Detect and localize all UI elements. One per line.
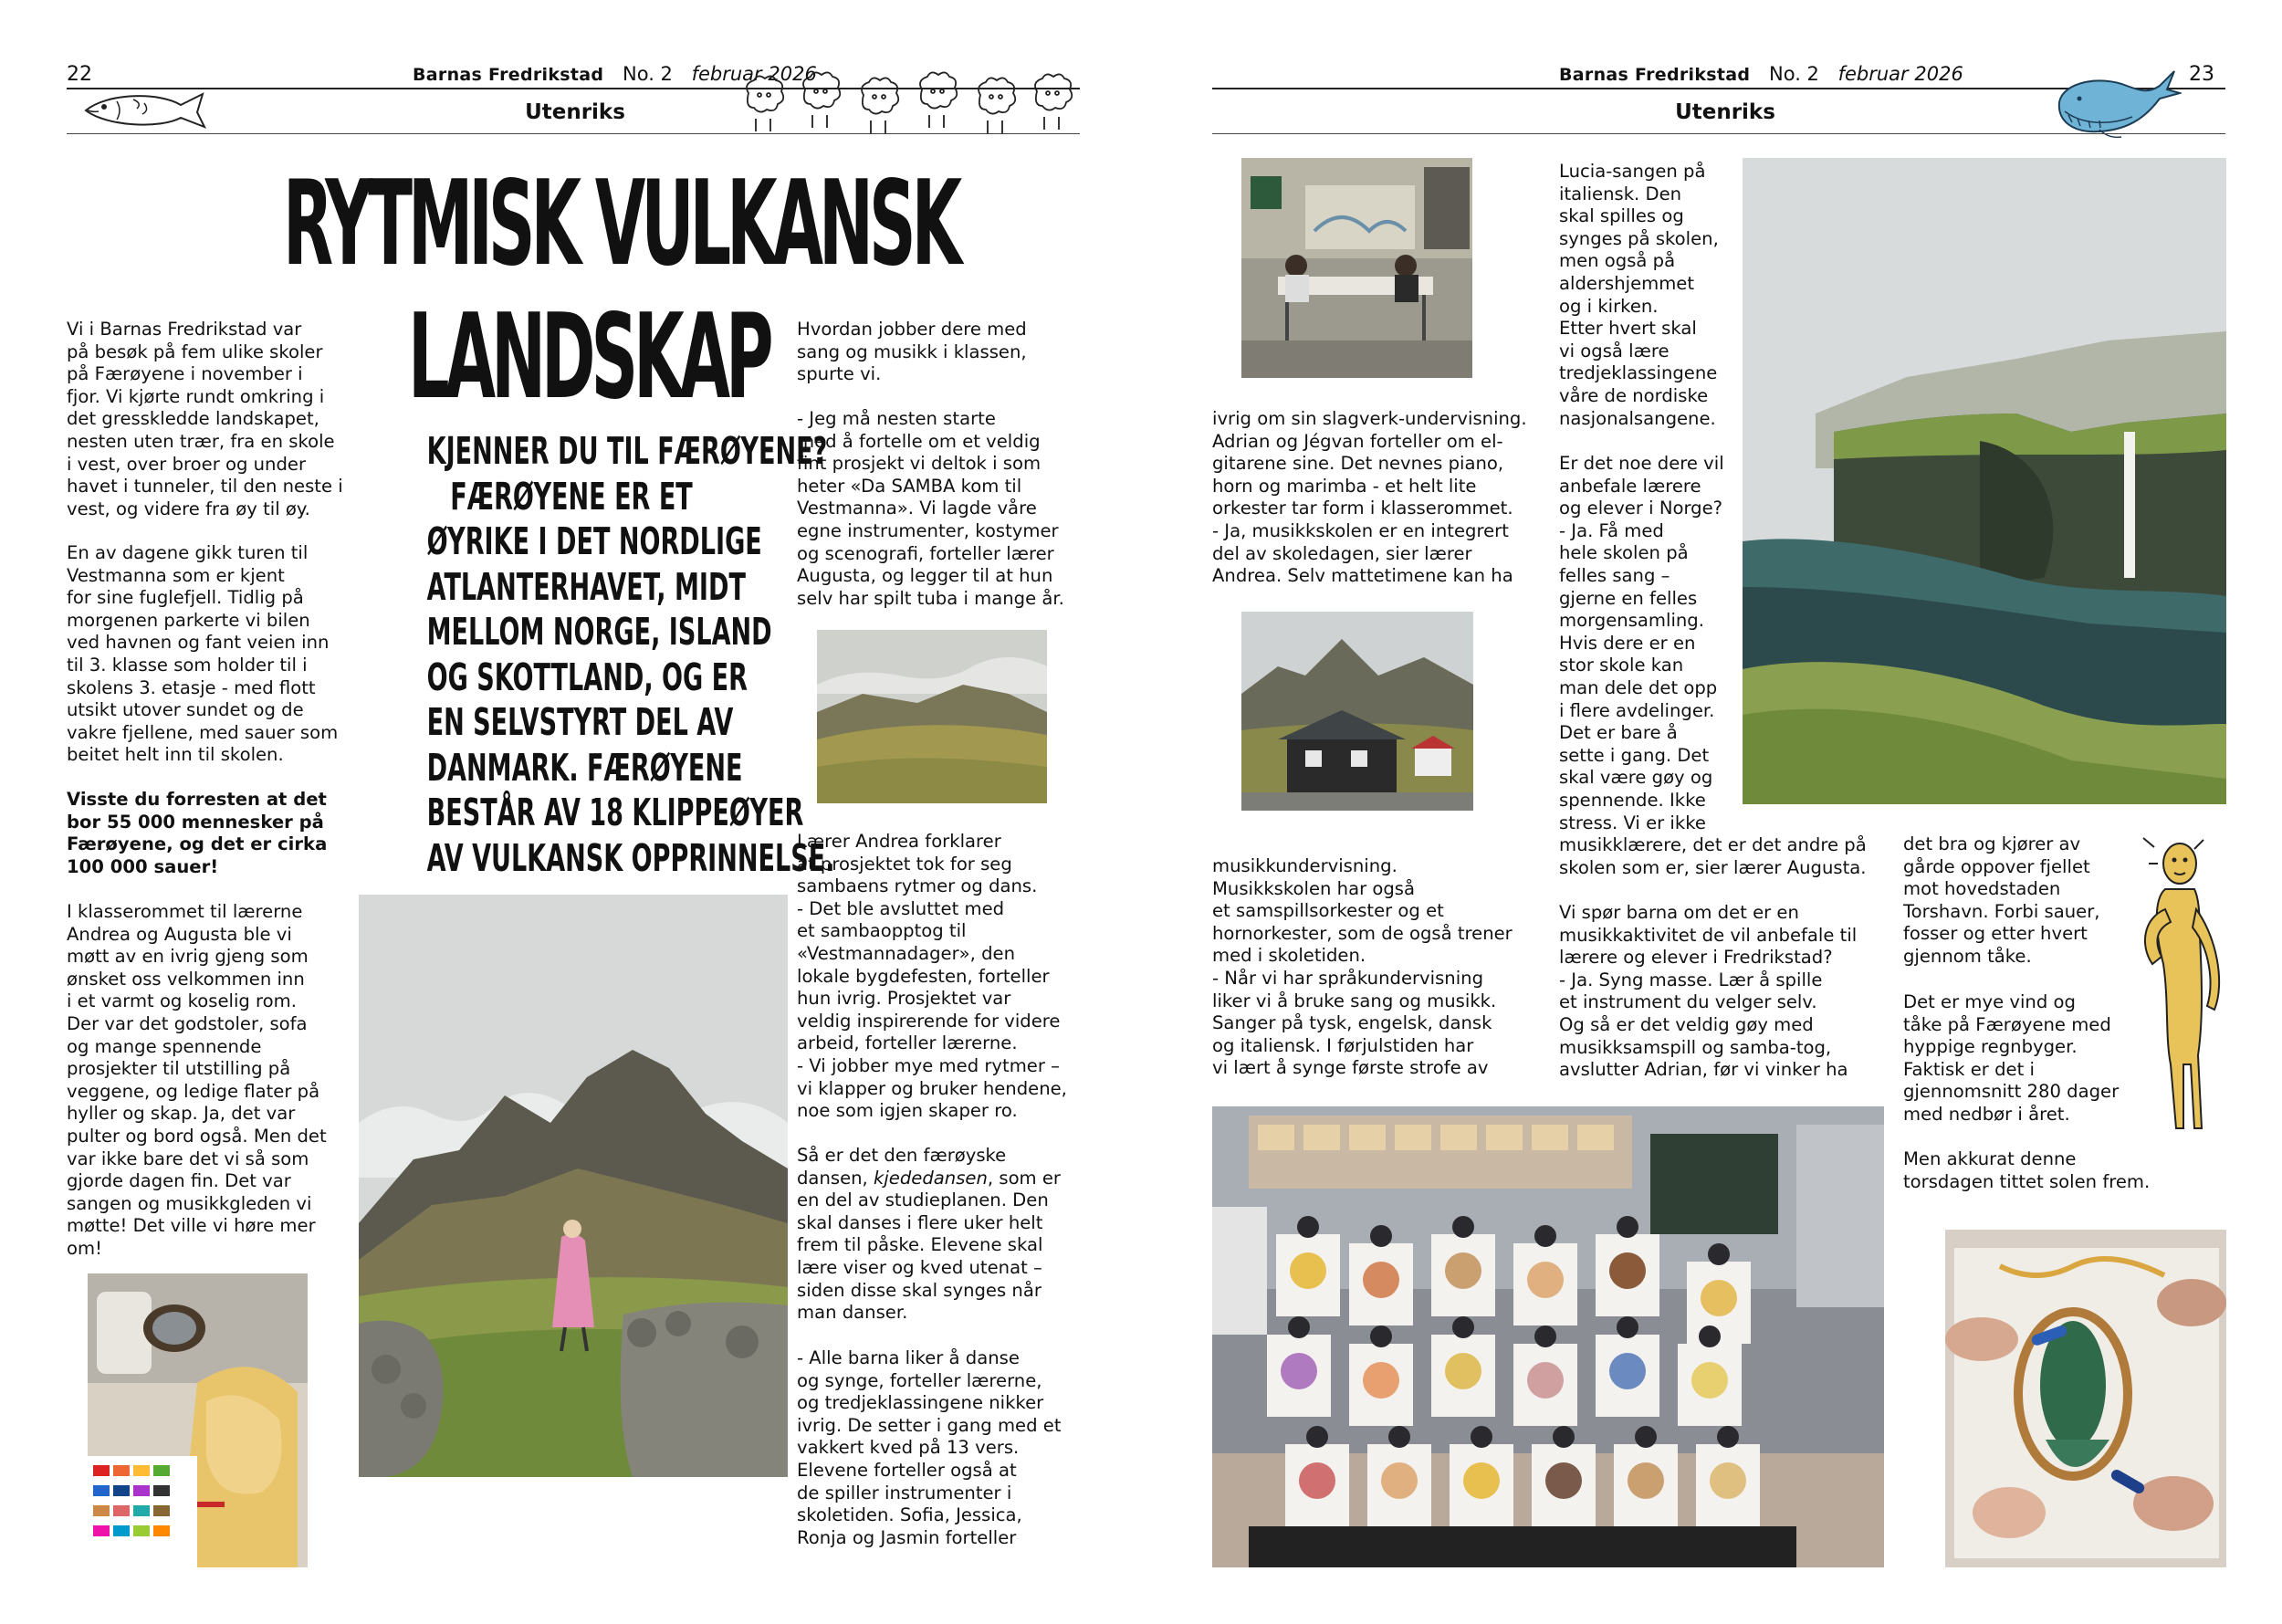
photo-valley — [817, 630, 1047, 803]
emphasis-text: kjededansen — [874, 1167, 988, 1189]
page-number-right: 23 — [2189, 63, 2214, 86]
text-run: , som er en del av studieplanen. Den skal danses i flere uker helt frem til påske. Elevene skal lære viser og kved utenat – siden disse skal synges når man danser. — [797, 1167, 1061, 1324]
article-right-col3-p3: Men akkurat denne torsdagen tittet solen frem. — [1903, 1148, 2151, 1192]
fish-icon — [80, 89, 208, 131]
issue-number: No. 2 — [1769, 63, 1819, 85]
article-right-col2-p3: Vi spør barna om det er en musikkaktivitet de vil anbefale til lærere og elever i Fredrikstad? - Ja. Syng masse. Lær å spille et instrument du velger selv. Og så er det veldig gøy med musikksamspill og samba-tog, avslutter Adrian, før vi vinker ha — [1559, 902, 1858, 1081]
issue-date: februar 2026 — [1837, 63, 1963, 85]
article-col1-p3: I klasserommet til lærerne Andrea og Augusta ble vi møtt av en ivrig gjeng som ønsket oss velkommen inn i et varmt og koselig rom. Der var det godstoler, sofa og mange spennende prosjekter til utstilling på veggene, og ledige flater på hyller og skap. Ja, det var pulter og bord også. Men det var ikke bare det vi så som gjorde dagen fin. Det var sangen og musikkgleden vi møtte! Det ville vi høre mer om! — [67, 901, 327, 1259]
masthead-right — [1559, 63, 1963, 85]
article-right-col2-p1: Lucia-sangen på italiensk. Den skal spilles og synges på skolen, men også på aldershjemmet og i kirken. Etter hvert skal vi også lære tredjeklassingene våre de nordiske nasjonalsangene. — [1559, 161, 1719, 429]
publication-name: Barnas Fredrikstad — [413, 65, 604, 85]
article-right-col1-b: musikkundervisning. Musikkskolen har også et samspillsorkester og et hornorkester, som de også trener med i skoletiden. - Når vi har språkundervisning liker vi å bruke sang og musikk. Sanger på tysk, engelsk, dansk og italiensk. I førjulstiden har vi lært å synge første strofe av — [1212, 855, 1513, 1079]
article-col3-p3: Lærer Andrea forklarer at prosjektet tok for seg sambaens rytmer og dans. - Det ble avsluttet med et sambaopptog til «Vestmannadager», den lokale bygdefesten, forteller hun ivrig. Prosjektet var veldig inspirerende for videre arbeid, forteller lærerne. - Vi jobber mye med rytmer – vi klapper og bruker hendene, noe som igjen skaper ro. — [797, 831, 1067, 1122]
photo-class-portraits — [1212, 1106, 1884, 1567]
lead-paragraph — [352, 429, 835, 881]
lead-line: AV VULKANSK OPPRINNELSE. — [426, 835, 835, 880]
lead-line: OG SKOTTLAND, OG ER — [426, 655, 748, 699]
lead-line: DANMARK. FÆRØYENE — [426, 745, 743, 790]
article-right-col1-a: ivrig om sin slagverk-undervisning. Adrian og Jégvan forteller om el- gitarene sine. Det nevnes piano, horn og marimba - et helt lite orkester tar form i klasserommet. - Ja, musikkskolen er en integrert del av skoledagen, sier lærer Andrea. Selv mattetimene kan ha — [1212, 408, 1527, 587]
sheep-icon — [738, 71, 1084, 137]
fact-box: Visste du forresten at det bor 55 000 mennesker på Færøyene, og det er cirka 100 000 sauer! — [67, 789, 328, 877]
text-run: Så er det den færøyske dansen, — [797, 1145, 1007, 1189]
article-col3-p2: - Jeg må nesten starte med å fortelle om et veldig fint prosjekt vi deltok i som heter «Da SAMBA kom til Vestmanna». Vi lagde våre egne instrumenter, kostymer og scenografi, forteller lærer Augusta, og legger til at hun selv har spilt tuba i mange år. — [797, 408, 1064, 609]
figure-drawing-icon — [2116, 827, 2235, 1137]
article-col1-p2: En av dagene gikk turen til Vestmanna som er kjent for sine fuglefjell. Tidlig på morgenen parkerte vi bilen ved havnen og fant veien inn til 3. klasse som holder til i skolens 3. etasje - med flott utsikt utover sundet og de vakre fjellene, med sauer som beitet helt inn til skolen. — [67, 542, 339, 766]
article-col1-p1: Vi i Barnas Fredrikstad var på besøk på fem ulike skoler på Færøyene i november i fjor. Vi kjørte rundt omkring i det gresskledde landskapet, nesten uten trær, fra en skole i vest, over broer og under havet i tunneler, til den neste i vest, og videre fra øy til øy. — [67, 319, 343, 519]
lead-line: ØYRIKE I DET NORDLIGE — [426, 519, 762, 563]
article-col3-p5: - Alle barna liker å danse og synge, forteller lærerne, og tredjeklassingene nikker ivrig. De setter i gang med et vakkert kved på 13 vers. Elevene forteller også at de spiller instrumenter i skoletiden. Sofia, Jessica, Ronja og Jasmin forteller — [797, 1347, 1062, 1548]
photo-house — [1241, 612, 1473, 811]
lead-line: FÆRØYENE ER ET — [450, 474, 693, 519]
section-title-right: Utenriks — [1675, 100, 1775, 124]
lead-line: ATLANTERHAVET, MIDT — [426, 564, 746, 609]
issue-date: februar 2026 — [691, 63, 817, 85]
photo-classroom — [1241, 158, 1472, 378]
article-right-col3-p1: det bra og kjører av gårde oppover fjellet mot hovedstaden Torshavn. Forbi sauer, fosser og etter hvert gjennom tåke. — [1903, 833, 2100, 967]
photo-child-painting — [88, 1273, 308, 1567]
section-rule-left — [67, 133, 1080, 134]
article-right-col3-p2: Det er mye vind og tåke på Færøyene med hyppige regnbyger. Faktisk er det i gjennomsnitt 280 dager med nedbør i året. — [1903, 991, 2120, 1125]
article-col3-p1: Hvordan jobber dere med sang og musikk i klassen, spurte vi. — [797, 319, 1027, 385]
article-col3-p4 — [797, 1145, 1089, 1325]
publication-name: Barnas Fredrikstad — [1559, 65, 1751, 85]
photo-landscape-woman — [359, 895, 788, 1477]
headline-line-1: RYTMISK VULKANSK — [283, 156, 958, 292]
lead-line: KJENNER DU TIL FÆRØYENE? — [426, 429, 828, 473]
page-number-left: 22 — [67, 63, 92, 86]
issue-number: No. 2 — [623, 63, 673, 85]
headline-line-2: LANDSKAP — [408, 289, 769, 425]
article-right-col2-p2: Er det noe dere vil anbefale lærere og elever i Norge? - Ja. Få med hele skolen på felles sang – gjerne en felles morgensamling. Hvis dere er en stor skole kan man dele det opp i flere avdelinger. Det er bare å sette i gang. Det skal være gøy og spennende. Ikke stress. Vi er ikke musikklærere, det er det andre på skolen som er, sier lærer Augusta. — [1559, 453, 1867, 878]
lead-line: BESTÅR AV 18 KLIPPEØYER — [426, 791, 804, 834]
lead-line: MELLOM NORGE, ISLAND — [426, 610, 772, 654]
photo-waterfall — [1743, 158, 2226, 804]
section-rule-right — [1212, 133, 2225, 134]
lead-line: EN SELVSTYRT DEL AV — [426, 700, 734, 744]
section-title-left: Utenriks — [525, 100, 625, 124]
photo-hands-drawing — [1945, 1230, 2226, 1567]
